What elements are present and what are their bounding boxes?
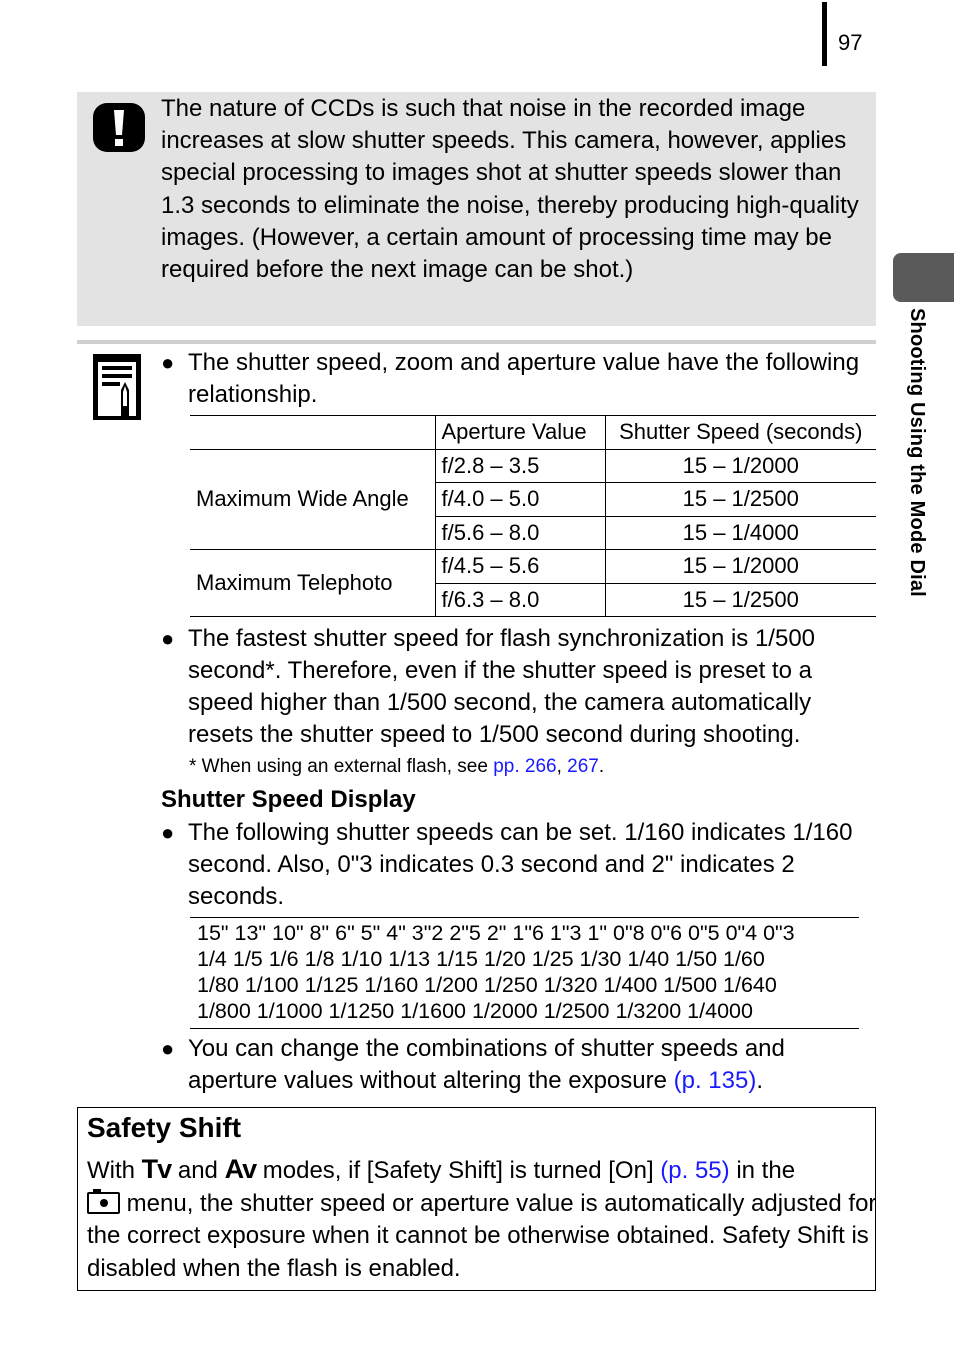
table-cell: f/6.3 – 8.0 (435, 583, 605, 617)
safety-shift-text (87, 1153, 877, 1285)
table-cell: f/4.5 – 5.6 (435, 550, 605, 584)
shutter-speed-list (190, 917, 859, 1029)
page-number: 97 (838, 30, 863, 55)
table-group-label: Maximum Wide Angle (190, 449, 435, 550)
table-header: Shutter Speed (seconds) (605, 416, 876, 450)
speed-line: 1/80 1/100 1/125 1/160 1/200 1/250 1/320 1/400 1/500 1/640 (197, 973, 777, 997)
bullet-icon: ● (161, 350, 175, 375)
table-header-row (190, 416, 876, 450)
bullet-icon: ● (161, 820, 175, 845)
bullet-text (188, 1033, 861, 1097)
footnote-suffix: . (598, 756, 605, 777)
table-cell: 15 – 1/4000 (605, 516, 876, 550)
table-header: Aperture Value (435, 416, 605, 450)
bullet-text-main: You can change the combinations of shutter speeds and aperture values without altering the exposure (188, 1035, 785, 1094)
bullet-text: The following shutter speeds can be set. 1/160 indicates 1/160 second. Also, 0"3 indicates 0.3 second and 2" indicates 2 seconds. (188, 819, 853, 910)
av-mode-icon: Av (224, 1154, 257, 1184)
note-divider (77, 340, 876, 344)
speed-line: 1/4 1/5 1/6 1/8 1/10 1/13 1/15 1/20 1/25 1/30 1/40 1/50 1/60 (197, 947, 765, 971)
safety-shift-title: Safety Shift (87, 1112, 242, 1143)
table-cell: 15 – 1/2000 (605, 550, 876, 584)
bullet-text: The fastest shutter speed for flash synchronization is 1/500 second*. Therefore, even if the shutter speed is preset to a speed higher than 1/500 second, the camera automatically resets the shutter speed to 1/500 second during shooting. (188, 625, 816, 748)
camera-menu-icon (87, 1192, 120, 1214)
table-row (190, 449, 876, 483)
page-bar (822, 2, 827, 66)
table-row (190, 550, 876, 584)
side-tab (893, 253, 954, 302)
speed-line: 15" 13" 10" 8" 6" 5" 4" 3"2 2"5 2" 1"6 1"3 1" 0"8 0"6 0"5 0"4 0"3 (197, 921, 795, 945)
memo-pencil-icon (91, 352, 145, 429)
aperture-speed-table (190, 415, 876, 617)
table-cell: 15 – 1/2500 (605, 583, 876, 617)
bullet-text-end: . (756, 1067, 764, 1094)
footnote-text: * When using an external flash, see (189, 756, 494, 777)
bullet-icon: ● (161, 1036, 175, 1061)
list-item (161, 623, 861, 751)
caution-exclamation-icon (92, 100, 146, 159)
footnote (189, 756, 604, 778)
side-tab-label: Shooting Using the Mode Dial (906, 308, 928, 597)
safety-text-with: With (87, 1157, 142, 1184)
list-item (161, 1033, 861, 1097)
subheading: Shutter Speed Display (161, 786, 416, 813)
page-link[interactable]: (p. 135) (673, 1067, 757, 1094)
table-group-label: Maximum Telephoto (190, 550, 435, 617)
safety-text-and: and (171, 1157, 225, 1184)
caution-text: The nature of CCDs is such that noise in the recorded image increases at slow shutter speeds. This camera, however, applies special processing to images shot at shutter speeds slower than 1.3 seconds to eliminate the noise, thereby producing high-quality images. (However, a certain amount of processing time may be required before the next image can be shot.) (161, 95, 859, 284)
footnote-separator: , (556, 756, 568, 777)
safety-text-2: in the (729, 1157, 796, 1184)
list-item (161, 817, 861, 913)
tv-mode-icon: Tv (141, 1154, 172, 1184)
table-cell: 15 – 1/2000 (605, 449, 876, 483)
safety-text-1: modes, if [Safety Shift] is turned [On] (256, 1157, 661, 1184)
list-item (161, 347, 861, 411)
table-cell: f/5.6 – 8.0 (435, 516, 605, 550)
table-cell: f/4.0 – 5.0 (435, 483, 605, 517)
speed-line: 1/800 1/1000 1/1250 1/1600 1/2000 1/2500 1/3200 1/4000 (197, 999, 753, 1023)
page-link[interactable]: pp. 266 (493, 756, 557, 777)
table-cell: 15 – 1/2500 (605, 483, 876, 517)
page-link[interactable]: 267 (567, 756, 599, 777)
bullet-text: The shutter speed, zoom and aperture value have the following relationship. (188, 349, 860, 408)
bullet-icon: ● (161, 626, 175, 651)
table-cell: f/2.8 – 3.5 (435, 449, 605, 483)
safety-text-3: menu, the shutter speed or aperture value is automatically adjusted for the correct exposure when it cannot be otherwise obtained. Safety Shift is disabled when the flash is enabled. (87, 1189, 877, 1282)
page-link[interactable]: (p. 55) (660, 1157, 730, 1184)
